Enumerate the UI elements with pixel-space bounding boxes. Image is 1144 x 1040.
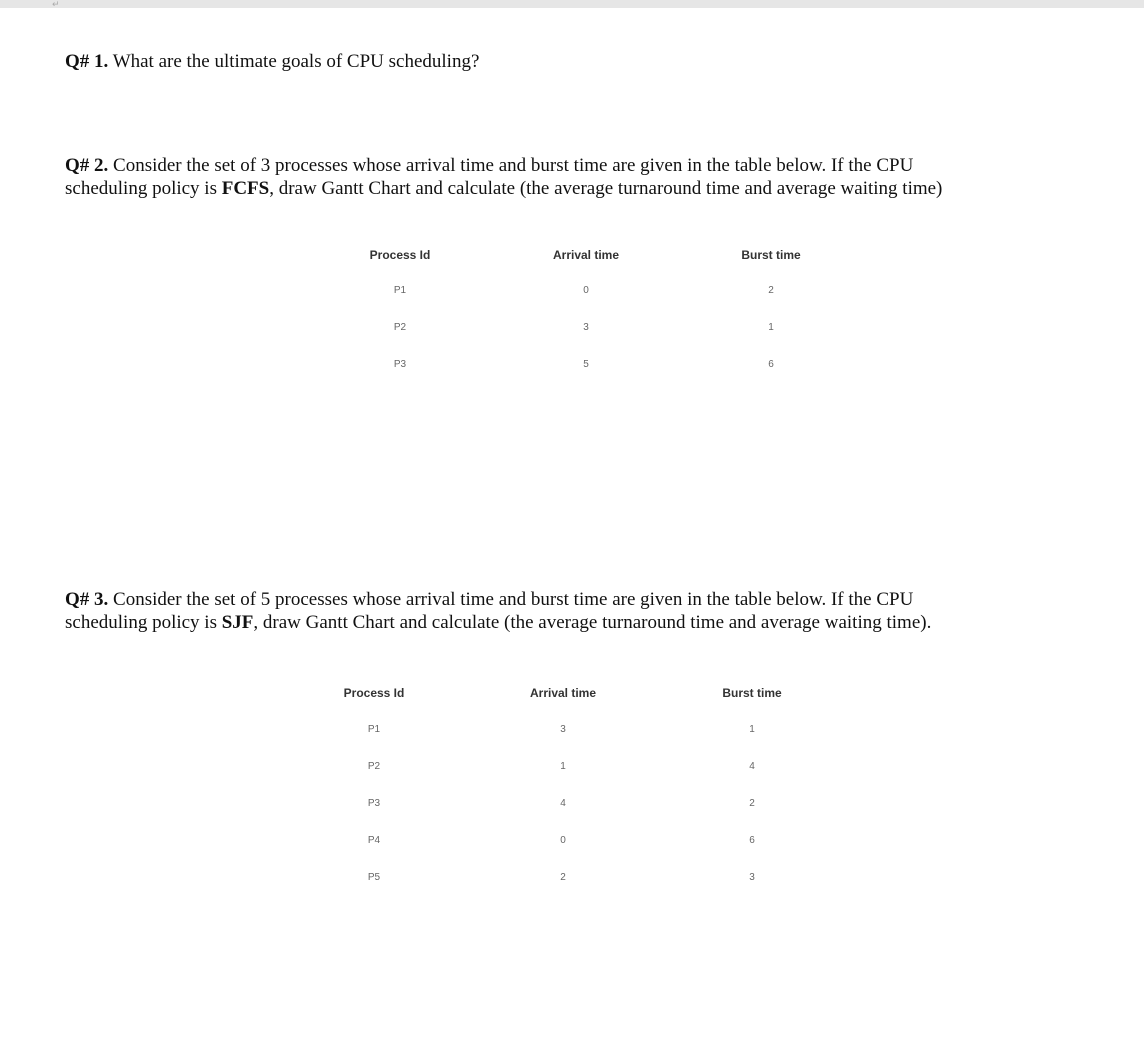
question-number: Q# 1. [65, 51, 109, 72]
scheduling-policy: SJF [221, 612, 254, 633]
question-2 [65, 154, 1065, 200]
paragraph-mark: ↵ [52, 0, 60, 10]
cell-arrival-time: 4 [560, 798, 566, 809]
cell-arrival-time: 1 [560, 761, 566, 772]
cell-arrival-time: 5 [583, 359, 589, 370]
question-number: Q# 3. [65, 589, 109, 610]
cell-process-id: P3 [367, 798, 381, 809]
scheduling-policy: FCFS [221, 178, 270, 199]
cell-arrival-time: 0 [560, 835, 566, 846]
cell-process-id: P1 [393, 285, 407, 296]
top-bar [0, 0, 1144, 8]
cell-arrival-time: 3 [583, 322, 589, 333]
cell-burst-time: 1 [749, 724, 755, 735]
cell-process-id: P3 [393, 359, 407, 370]
question-text: What are the ultimate goals of CPU scheduling? [108, 51, 480, 72]
cell-burst-time: 6 [749, 835, 755, 846]
question-line-1 [65, 588, 1065, 611]
question-line-2: scheduling policy is FCFS, draw Gantt Chart and calculate (the average turnaround time and average waiting time) [65, 178, 943, 199]
column-header-arrival-time: Arrival time [529, 686, 597, 700]
question-number: Q# 2. [65, 155, 109, 176]
cell-process-id: P1 [367, 724, 381, 735]
cell-burst-time: 6 [768, 359, 774, 370]
cell-process-id: P4 [367, 835, 381, 846]
question-text: Consider the set of 5 processes whose arrival time and burst time are given in the table below. If the CPU [108, 589, 914, 610]
cell-burst-time: 4 [749, 761, 755, 772]
cell-burst-time: 2 [768, 285, 774, 296]
cell-arrival-time: 2 [560, 872, 566, 883]
cell-burst-time: 1 [768, 322, 774, 333]
question-3 [65, 588, 1065, 634]
question-line-1 [65, 154, 1065, 177]
column-header-process-id: Process Id [343, 686, 405, 700]
cell-burst-time: 2 [749, 798, 755, 809]
cell-process-id: P5 [367, 872, 381, 883]
question-line-2: scheduling policy is SJF, draw Gantt Chart and calculate (the average turnaround time and average waiting time). [65, 612, 932, 633]
column-header-process-id: Process Id [369, 248, 431, 262]
cell-process-id: P2 [367, 761, 381, 772]
cell-arrival-time: 0 [583, 285, 589, 296]
column-header-burst-time: Burst time [722, 686, 782, 700]
cell-burst-time: 3 [749, 872, 755, 883]
column-header-burst-time: Burst time [741, 248, 801, 262]
cell-arrival-time: 3 [560, 724, 566, 735]
question-1 [65, 50, 1065, 73]
cell-process-id: P2 [393, 322, 407, 333]
question-text: Consider the set of 3 processes whose arrival time and burst time are given in the table below. If the CPU [108, 155, 914, 176]
column-header-arrival-time: Arrival time [552, 248, 620, 262]
